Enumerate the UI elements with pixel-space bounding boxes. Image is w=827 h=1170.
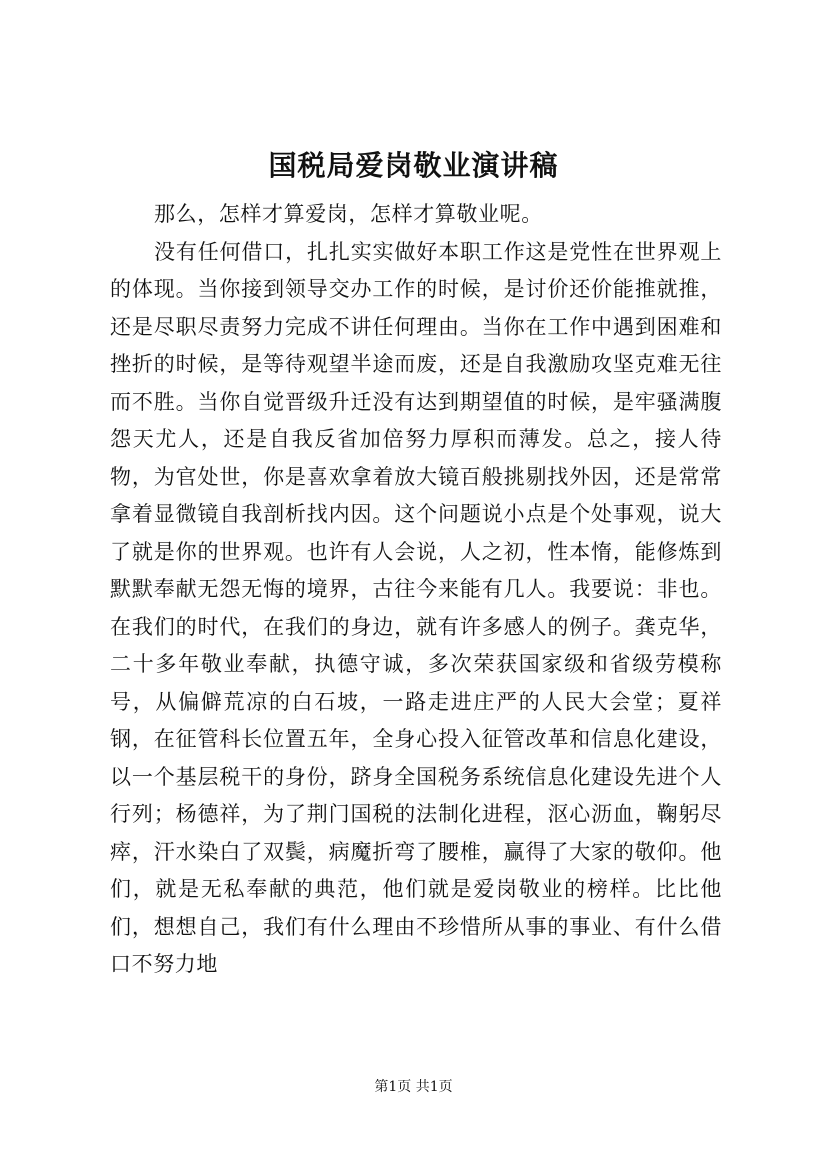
paragraph-2: 没有任何借口，扎扎实实做好本职工作这是党性在世界观上的体现。当你接到领导交办工作的时候，是讨价还价能推就推，还是尽职尽责努力完成不讲任何理由。当你在工作中遇到困难和挫折的时候，是等待观望半途而废，还是自我激励攻坚克难无往而不胜。当你自觉晋级升迁没有达到期望值的时候，是牢骚满腹怨天尤人，还是自我反省加倍努力厚积而薄发。总之，接人待物，为官处世，你是喜欢拿着放大镜百般挑剔找外因，还是常常拿着显微镜自我剖析找内因。这个问题说小点是个处事观，说大了就是你的世界观。也许有人会说，人之初，性本惰，能修炼到默默奉献无怨无悔的境界，古往今来能有几人。我要说：非也。在我们的时代，在我们的身边，就有许多感人的例子。龚克华，二十多年敬业奉献，执德守诚，多次荣获国家级和省级劳模称号，从偏僻荒凉的白石坡，一路走进庄严的人民大会堂；夏祥钢，在征管科长位置五年，全身心投入征管改革和信息化建设，以一个基层税干的身份，跻身全国税务系统信息化建设先进个人行列；杨德祥，为了荆门国税的法制化进程，沤心沥血，鞠躬尽瘁，汗水染白了双鬓，病魔折弯了腰椎，赢得了大家的敬仰。他们，就是无私奉献的典范，他们就是爱岗敬业的榜样。比比他们，想想自己，我们有什么理由不珍惜所从事的事业、有什么借口不努力地 <box>110 239 722 976</box>
document-title: 国税局爱岗敬业演讲稿 <box>268 149 559 182</box>
paragraph-1: 那么，怎样才算爱岗，怎样才算敬业呢。 <box>154 202 543 226</box>
document-body <box>110 196 722 984</box>
page-footer: 第1页 共1页 <box>374 1079 453 1095</box>
